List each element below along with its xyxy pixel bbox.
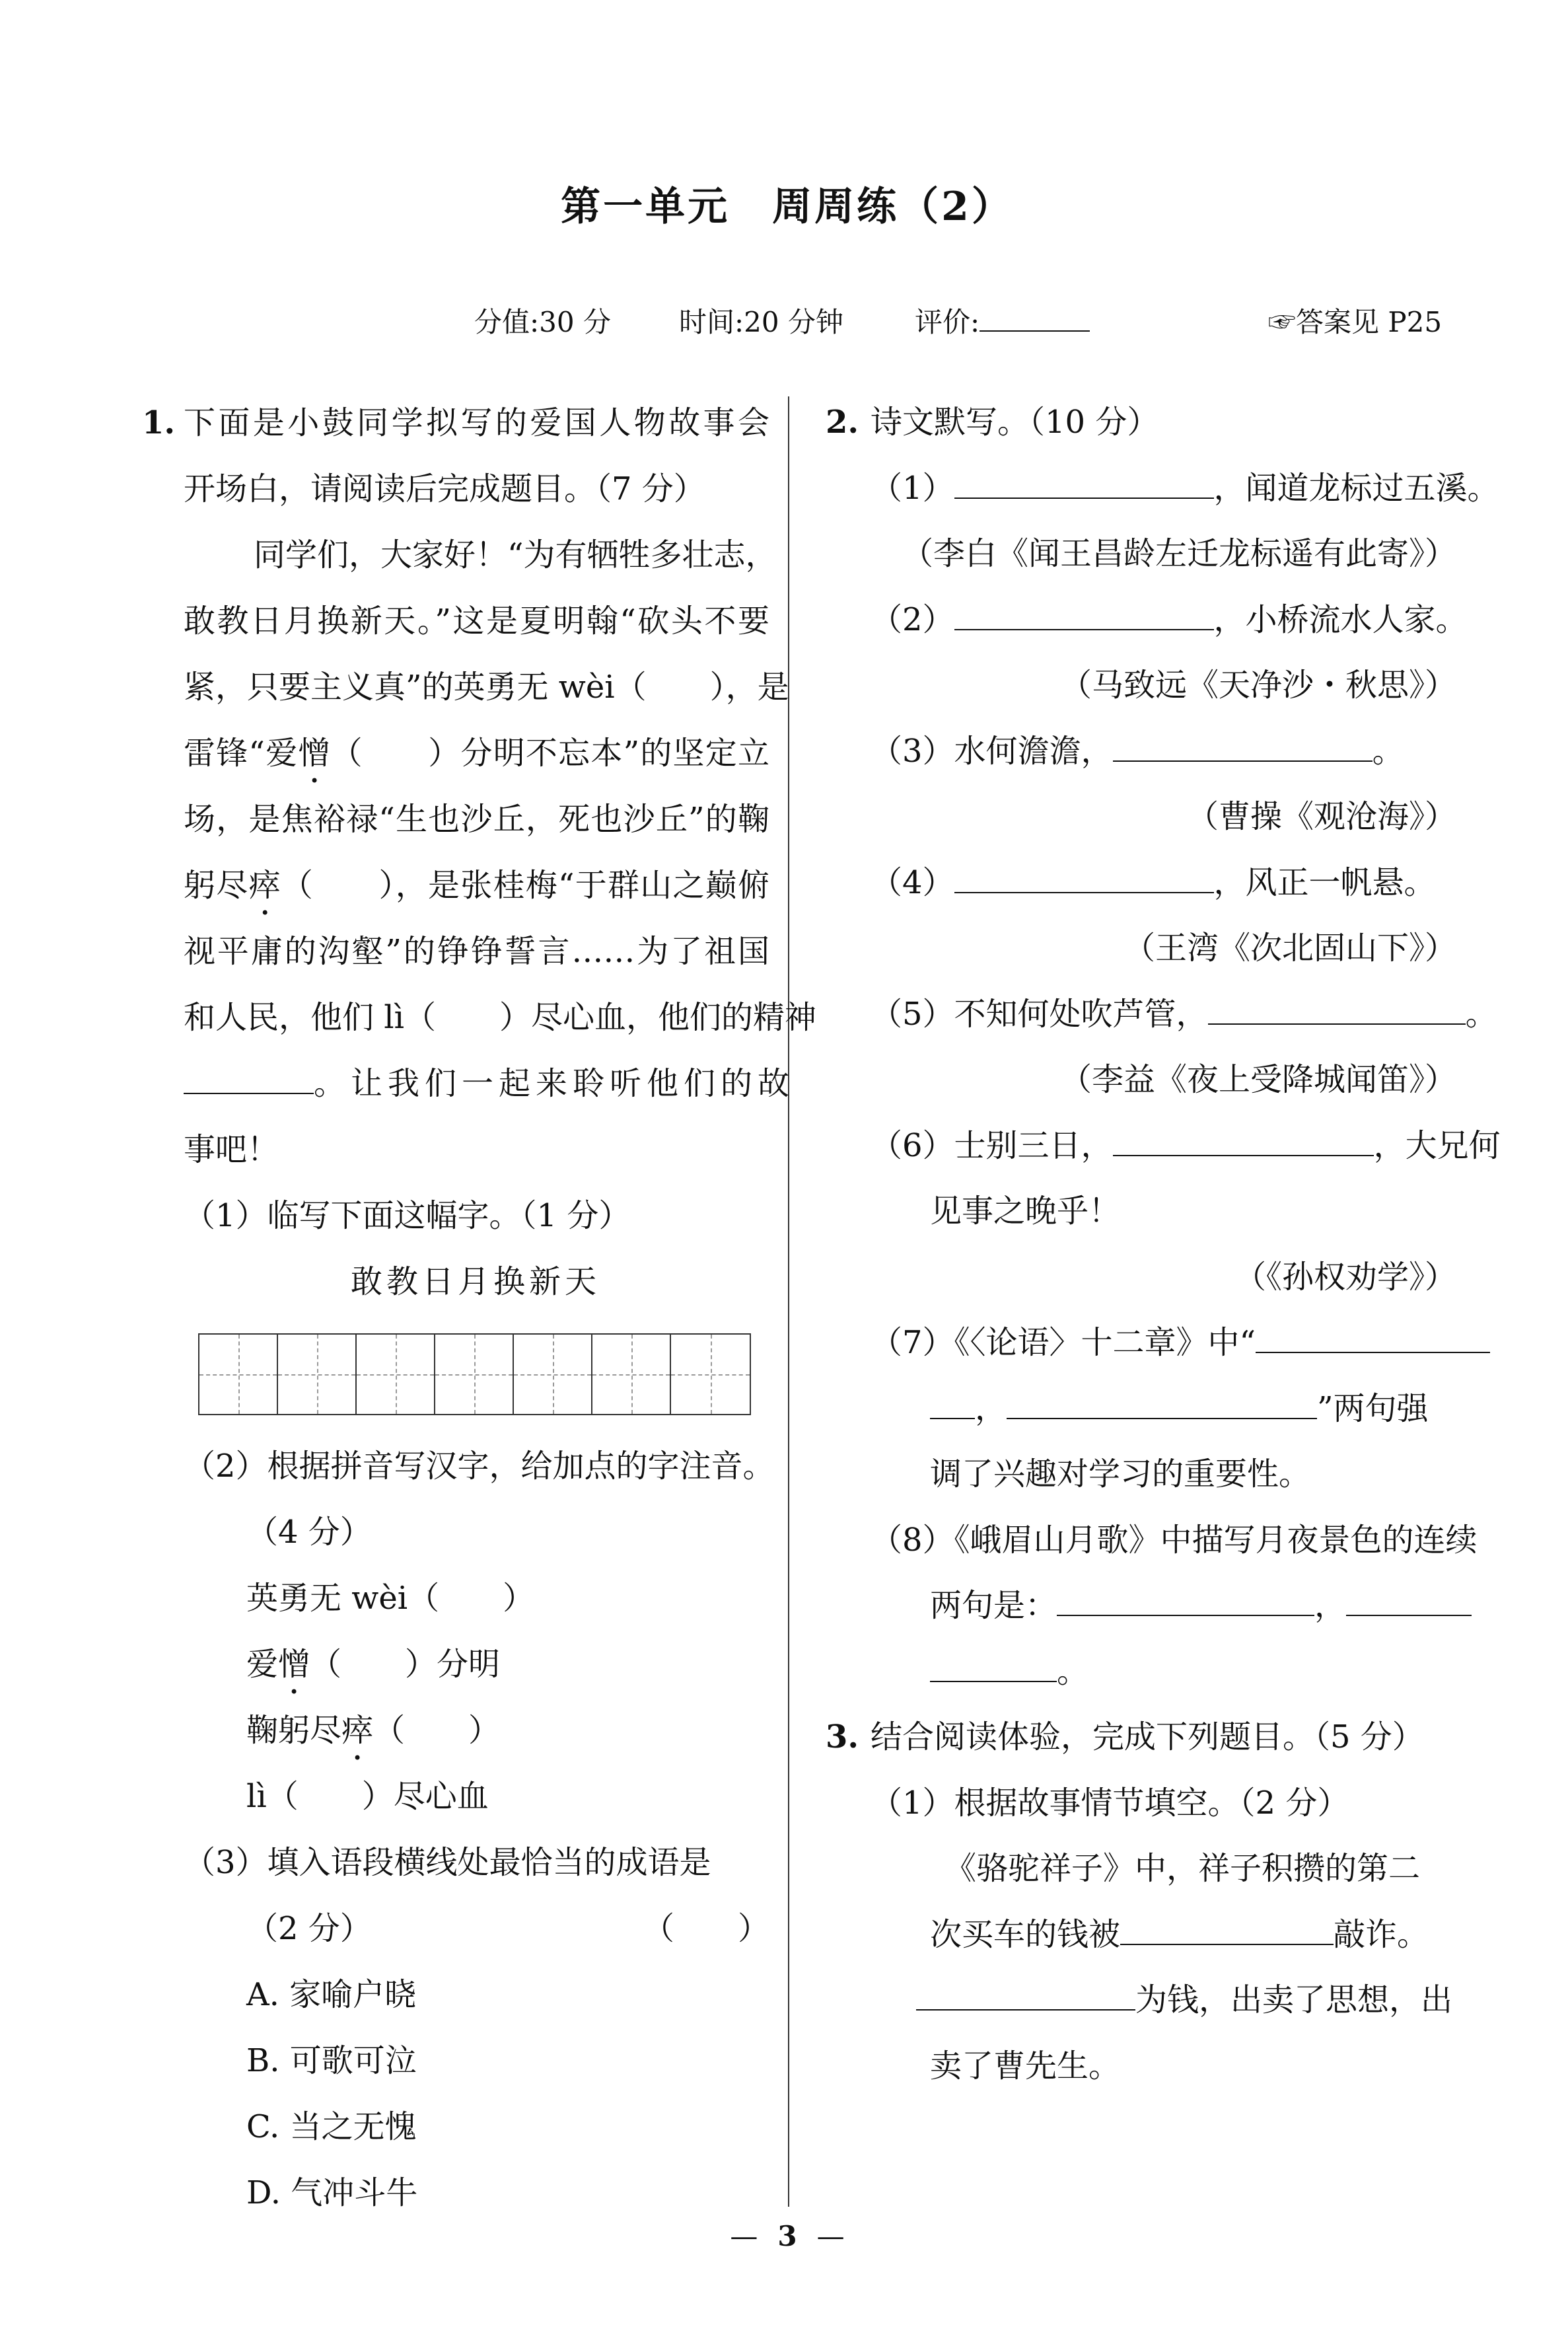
text: 水何澹澹， [954, 732, 1113, 770]
page-number [0, 2220, 1568, 2252]
option-a: A. 家喻户晓 [246, 1976, 417, 2013]
score-label: 分值:30 分 [474, 306, 611, 338]
pointing-hand-icon: ☞ [1268, 306, 1297, 338]
poem-line: 调了兴趣对学习的重要性。 [930, 1456, 1311, 1493]
grid-cell [357, 1335, 435, 1414]
dash: — [816, 2220, 845, 2252]
item-label: （2） [871, 601, 954, 638]
poem-item [826, 719, 1456, 785]
text: 。 [1372, 732, 1404, 770]
item-label: （6） [871, 1126, 954, 1164]
option-b: B. 可歌可泣 [246, 2042, 417, 2079]
text: 为钱，出卖了思想，出 [1135, 1981, 1453, 2018]
dotted-char: 憎 [298, 735, 331, 772]
pinyin-item: 英勇无 wèi（ ） [246, 1580, 535, 1617]
option-c: C. 当之无愧 [246, 2108, 417, 2145]
sub-question-1: （1）根据故事情节填空。（2 分） [871, 1784, 1349, 1822]
passage-line: 《骆驼祥子》中，祥子积攒的第二 [944, 1850, 1421, 1887]
text: ，风正一帆悬。 [1213, 864, 1436, 901]
poem-item [826, 850, 1456, 916]
text: 。让我们一起来聆听他们的故 [314, 1065, 795, 1102]
pinyin-item [142, 1631, 769, 1697]
passage-line [142, 1051, 795, 1117]
question-number: 1. [142, 404, 176, 441]
text: 两句是： [930, 1587, 1057, 1624]
answer-paren: （ ） [642, 1910, 769, 1947]
points: （4 分） [246, 1514, 372, 1551]
grid-cell [671, 1335, 750, 1414]
text: （ ） [373, 1712, 501, 1749]
answer-blank [1113, 733, 1372, 762]
answer-blank [1007, 1390, 1317, 1419]
answer-blank [184, 1065, 314, 1094]
question-2-3 [826, 390, 1501, 2099]
writing-grid [142, 1315, 769, 1433]
poem-line [826, 1573, 1456, 1639]
text: 《峨眉山月歌》中描写月夜景色的连续 [954, 1521, 1478, 1559]
answer-blank [954, 470, 1214, 499]
sub-question-1: （1）临写下面这幅字。（1 分） [184, 1197, 631, 1234]
text: ，闻道龙标过五溪。 [1213, 469, 1499, 507]
question-stem: 开场白，请阅读后完成题目。（7 分） [184, 470, 705, 507]
question-stem: 下面是小鼓同学拟写的爱国人物故事会 [184, 404, 769, 441]
passage-line: 紧，只要主义真”的英勇无 wèi（ ），是 [184, 669, 789, 706]
text: （ ），是张桂梅“于群山之巅俯 [281, 867, 769, 904]
passage-line: 卖了曹先生。 [930, 2047, 1121, 2085]
passage-line [142, 852, 769, 918]
grid-cell [278, 1335, 357, 1414]
sub-question-2: （2）根据拼音写汉字，给加点的字注音。 [184, 1448, 775, 1485]
text: ，小桥流水人家。 [1213, 601, 1468, 638]
text: ”两句强 [1317, 1389, 1429, 1427]
sub-question-3: （3）填入语段横线处最恰当的成语是 [184, 1844, 711, 1881]
answer-blank [930, 1653, 1057, 1682]
evaluation-blank [980, 303, 1090, 332]
text: 。 [1057, 1652, 1089, 1690]
evaluation-label: 评价: [915, 306, 980, 338]
passage-line [826, 1902, 1456, 1968]
poem-source: （曹操《观沧海》） [1186, 798, 1456, 835]
poem-source: （王湾《次北固山下》） [1123, 930, 1456, 967]
text: 《〈论语〉十二章》中“ [954, 1324, 1256, 1361]
dotted-char: 瘁 [341, 1712, 374, 1749]
poem-item [826, 1310, 1456, 1376]
poem-item [826, 1508, 1478, 1574]
poem-item [826, 587, 1468, 653]
question-stem: 诗文默写。（10 分） [871, 404, 1159, 441]
passage-line [142, 720, 769, 786]
pinyin-item: lì（ ）尽心血 [246, 1778, 489, 1815]
poem-item [826, 982, 1497, 1048]
text: 不知何处吹芦管， [954, 995, 1208, 1033]
time-label: 时间:20 分钟 [679, 306, 843, 338]
answer-blank [1346, 1587, 1472, 1616]
answer-blank [1208, 996, 1466, 1025]
item-label: （1） [871, 469, 954, 507]
poem-source: （《孙权劝学》） [1234, 1258, 1456, 1296]
item-label: （4） [871, 864, 954, 901]
points-line [142, 1896, 769, 1962]
passage-line: 事吧！ [184, 1131, 279, 1168]
answer-reference-text: 答案见 P25 [1296, 306, 1443, 338]
grid-cell [199, 1335, 278, 1414]
text: 躬尽 [184, 867, 249, 904]
text: 雷锋“爱 [184, 735, 299, 772]
text: 。 [1465, 995, 1497, 1033]
item-label: （5） [871, 995, 954, 1033]
poem-source: （李益《夜上受降城闻笛》） [1059, 1061, 1456, 1098]
answer-blank [1120, 1916, 1334, 1945]
grid-cell [592, 1335, 671, 1414]
passage-line: 敢教日月换新天。”这是夏明翰“砍头不要 [184, 603, 769, 640]
passage-line: 场，是焦裕禄“生也沙丘，死也沙丘”的鞠 [184, 801, 769, 838]
dash: — [730, 2220, 758, 2252]
grid-cell [514, 1335, 592, 1414]
page-title: 第一单元 周周练（2） [561, 184, 1014, 230]
text: ， [1314, 1587, 1347, 1624]
text: ，大兄何 [1373, 1126, 1501, 1164]
text: 鞠躬尽 [246, 1712, 342, 1749]
grid-cell [435, 1335, 514, 1414]
copy-text: 敢教日月换新天 [350, 1263, 600, 1300]
text: 敲诈。 [1334, 1915, 1429, 1953]
page-number-value: 3 [777, 2220, 797, 2252]
passage-line: 同学们，大家好！“为有牺牲多壮志， [254, 536, 777, 573]
poem-item [826, 456, 1499, 522]
answer-blank [1113, 1127, 1374, 1156]
item-label: （3） [871, 732, 954, 770]
evaluation-field [915, 301, 1090, 340]
dotted-char: 憎 [278, 1646, 310, 1683]
poem-line [826, 1639, 1456, 1705]
question-number: 2. [826, 404, 859, 441]
text: 爱 [246, 1646, 279, 1683]
poem-line [826, 1376, 1456, 1442]
text: 次买车的钱被 [930, 1915, 1121, 1953]
option-d: D. 气冲斗牛 [246, 2174, 418, 2211]
passage-line: 视平庸的沟壑”的铮铮誓言……为了祖国 [184, 933, 769, 970]
answer-blank [930, 1390, 975, 1419]
poem-item [826, 1113, 1501, 1179]
item-label: （8） [871, 1521, 954, 1559]
points: （2 分） [246, 1910, 372, 1947]
answer-blank [1057, 1587, 1314, 1616]
passage-line [826, 1968, 1456, 2034]
text: （ ）分明不忘本”的坚定立 [330, 735, 769, 772]
poem-line: 见事之晚乎！ [930, 1193, 1121, 1230]
pinyin-item [142, 1697, 769, 1763]
text: 士别三日， [954, 1126, 1113, 1164]
question-stem: 结合阅读体验，完成下列题目。（5 分） [871, 1718, 1424, 1755]
question-number: 3. [826, 1718, 859, 1755]
item-label: （7） [871, 1324, 954, 1361]
poem-source: （马致远《天净沙・秋思》） [1059, 667, 1456, 704]
answer-blank [1256, 1324, 1490, 1353]
answer-blank [954, 864, 1214, 893]
text: ， [975, 1389, 1007, 1427]
dotted-char: 瘁 [248, 867, 281, 904]
passage-line: 和人民，他们 lì（ ）尽心血，他们的精神 [184, 999, 816, 1036]
answer-reference [1268, 301, 1442, 340]
poem-source: （李白《闻王昌龄左迁龙标遥有此寄》） [901, 535, 1456, 572]
answer-blank [916, 1981, 1135, 2011]
text: （ ）分明 [310, 1646, 501, 1683]
question-1 [142, 390, 816, 2226]
answer-blank [954, 601, 1214, 630]
